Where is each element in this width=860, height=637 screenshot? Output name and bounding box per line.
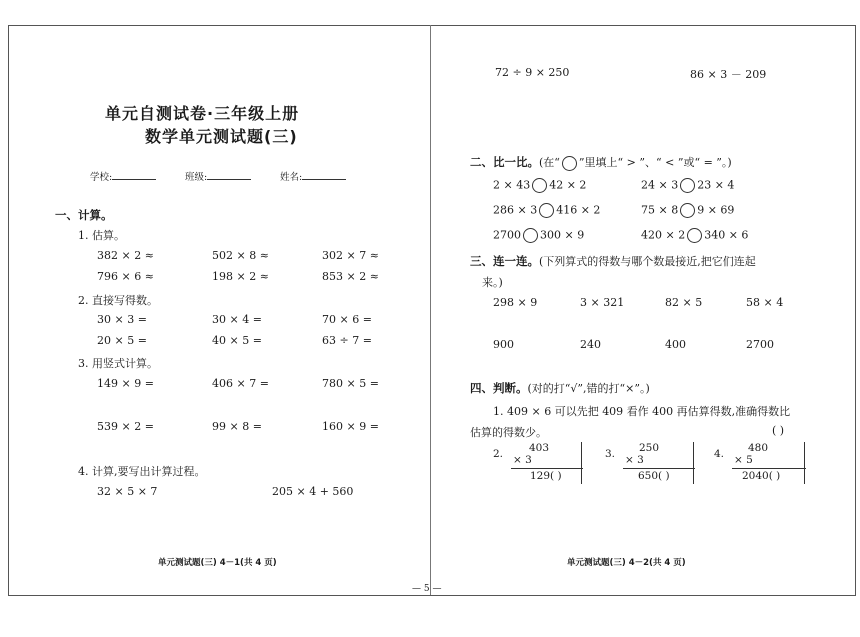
name-field[interactable] [280, 169, 346, 183]
page-number: — 5 — [412, 584, 442, 594]
q4-item: 205 × 4 + 560 [272, 485, 354, 498]
compare-item [641, 203, 734, 218]
section-2-instruction-a: (在“ [539, 156, 560, 169]
center-divider [430, 25, 431, 595]
name-label: 姓名: [280, 172, 303, 183]
right-footer: 单元测试题(三) 4－2(共 4 页) [567, 558, 686, 568]
judge-1-line2: 估算的得数少。 [470, 426, 547, 439]
compare-item [641, 178, 734, 193]
calc-item: 72 ÷ 9 × 250 [495, 66, 570, 79]
section-3-title: 三、连一连。 [470, 254, 539, 268]
q3-item: 780 × 5 = [322, 377, 379, 390]
judge-calc-4 [714, 442, 806, 484]
q3-item: 149 × 9 = [97, 377, 154, 390]
q3-item: 160 × 9 = [322, 420, 379, 433]
judge-calc-top: 250 [639, 442, 660, 454]
judge-calc-bar [581, 442, 582, 484]
compare-left: 75 × 8 [641, 203, 679, 217]
judge-calc-num: 2. [493, 448, 504, 460]
judge-calc-rule [623, 468, 695, 469]
judge-calc-result[interactable]: 2040( ) [742, 470, 781, 482]
calc-item: 86 × 3 － 209 [690, 68, 767, 81]
circle-icon [562, 156, 577, 171]
compare-right: 23 × 4 [697, 178, 735, 192]
school-blank[interactable] [112, 169, 156, 180]
judge-calc-bar [693, 442, 694, 484]
judge-calc-num: 4. [714, 448, 725, 460]
compare-right: 9 × 69 [697, 203, 735, 217]
compare-left: 2700 [493, 228, 521, 242]
section-2-title: 二、比一比。 [470, 155, 539, 169]
q1-item: 502 × 8 ≈ [212, 249, 269, 262]
paper-title: 单元自测试卷·三年级上册 [105, 104, 300, 123]
compare-circle[interactable] [539, 203, 554, 218]
compare-circle[interactable] [680, 203, 695, 218]
connect-number[interactable]: 2700 [746, 338, 774, 351]
q2-item: 30 × 3 = [97, 313, 147, 326]
judge-calc-rule [511, 468, 583, 469]
q3-label: 3. 用竖式计算。 [78, 357, 158, 370]
section-3-heading [470, 253, 756, 269]
paper-subtitle: 数学单元测试题(三) [145, 127, 298, 146]
q3-item: 539 × 2 = [97, 420, 154, 433]
q3-item: 99 × 8 = [212, 420, 262, 433]
q1-item: 382 × 2 ≈ [97, 249, 154, 262]
section-1-heading: 一、计算。 [55, 208, 113, 222]
judge-calc-mul: × 3 [625, 454, 644, 466]
q1-item: 302 × 7 ≈ [322, 249, 379, 262]
judge-calc-mul: × 5 [734, 454, 753, 466]
judge-1-line1: 1. 409 × 6 可以先把 409 看作 400 再估算得数,准确得数比 [493, 405, 791, 418]
compare-circle[interactable] [680, 178, 695, 193]
compare-right: 416 × 2 [556, 203, 601, 217]
compare-left: 420 × 2 [641, 228, 686, 242]
compare-circle[interactable] [523, 228, 538, 243]
q1-item: 853 × 2 ≈ [322, 270, 379, 283]
q2-item: 70 × 6 = [322, 313, 372, 326]
connect-number[interactable]: 900 [493, 338, 514, 351]
compare-right: 42 × 2 [549, 178, 587, 192]
compare-item [641, 228, 748, 243]
q2-item: 30 × 4 = [212, 313, 262, 326]
judge-calc-result[interactable]: 650( ) [638, 470, 670, 482]
q2-item: 20 × 5 = [97, 334, 147, 347]
q2-item: 40 × 5 = [212, 334, 262, 347]
section-4-heading [470, 380, 650, 396]
compare-left: 286 × 3 [493, 203, 538, 217]
q1-item: 796 × 6 ≈ [97, 270, 154, 283]
judge-1-answer[interactable]: ( ) [772, 424, 785, 437]
left-footer: 单元测试题(三) 4－1(共 4 页) [158, 558, 277, 568]
judge-calc-mul: × 3 [513, 454, 532, 466]
name-blank[interactable] [302, 169, 346, 180]
q1-label: 1. 估算。 [78, 229, 125, 242]
judge-calc-num: 3. [605, 448, 616, 460]
compare-circle[interactable] [687, 228, 702, 243]
section-3-instruction-cont: 来。) [482, 276, 503, 289]
compare-right: 340 × 6 [704, 228, 749, 242]
connect-number[interactable]: 400 [665, 338, 686, 351]
connect-expression[interactable]: 3 × 321 [580, 296, 625, 309]
q4-item: 32 × 5 × 7 [97, 485, 158, 498]
judge-calc-result[interactable]: 129( ) [530, 470, 562, 482]
class-label: 班级: [185, 172, 208, 183]
section-3-instruction: (下列算式的得数与哪个数最接近,把它们连起 [539, 255, 756, 268]
q4-label: 4. 计算,要写出计算过程。 [78, 465, 206, 478]
connect-number[interactable]: 240 [580, 338, 601, 351]
q1-item: 198 × 2 ≈ [212, 270, 269, 283]
q3-item: 406 × 7 = [212, 377, 269, 390]
class-blank[interactable] [207, 169, 251, 180]
compare-item [493, 228, 584, 243]
connect-expression[interactable]: 82 × 5 [665, 296, 703, 309]
school-label: 学校: [90, 172, 113, 183]
judge-calc-3 [605, 442, 695, 484]
section-4-instruction: (对的打“√”,错的打“×”。) [527, 382, 650, 395]
connect-expression[interactable]: 58 × 4 [746, 296, 784, 309]
compare-item [493, 203, 600, 218]
compare-left: 2 × 43 [493, 178, 531, 192]
compare-right: 300 × 9 [540, 228, 585, 242]
judge-calc-2 [493, 442, 583, 484]
judge-calc-top: 403 [529, 442, 550, 454]
compare-left: 24 × 3 [641, 178, 679, 192]
compare-item [493, 178, 586, 193]
section-2-heading [470, 154, 732, 171]
section-4-title: 四、判断。 [470, 381, 528, 395]
judge-calc-rule [732, 468, 806, 469]
connect-expression[interactable]: 298 × 9 [493, 296, 538, 309]
q2-item: 63 ÷ 7 = [322, 334, 372, 347]
class-field[interactable] [185, 169, 251, 183]
judge-calc-top: 480 [748, 442, 769, 454]
compare-circle[interactable] [532, 178, 547, 193]
school-field[interactable] [90, 169, 156, 183]
section-2-instruction-b: ”里填上“ > ”、“ < ”或“ = ”。) [578, 156, 732, 169]
judge-calc-bar [804, 442, 805, 484]
q2-label: 2. 直接写得数。 [78, 294, 158, 307]
